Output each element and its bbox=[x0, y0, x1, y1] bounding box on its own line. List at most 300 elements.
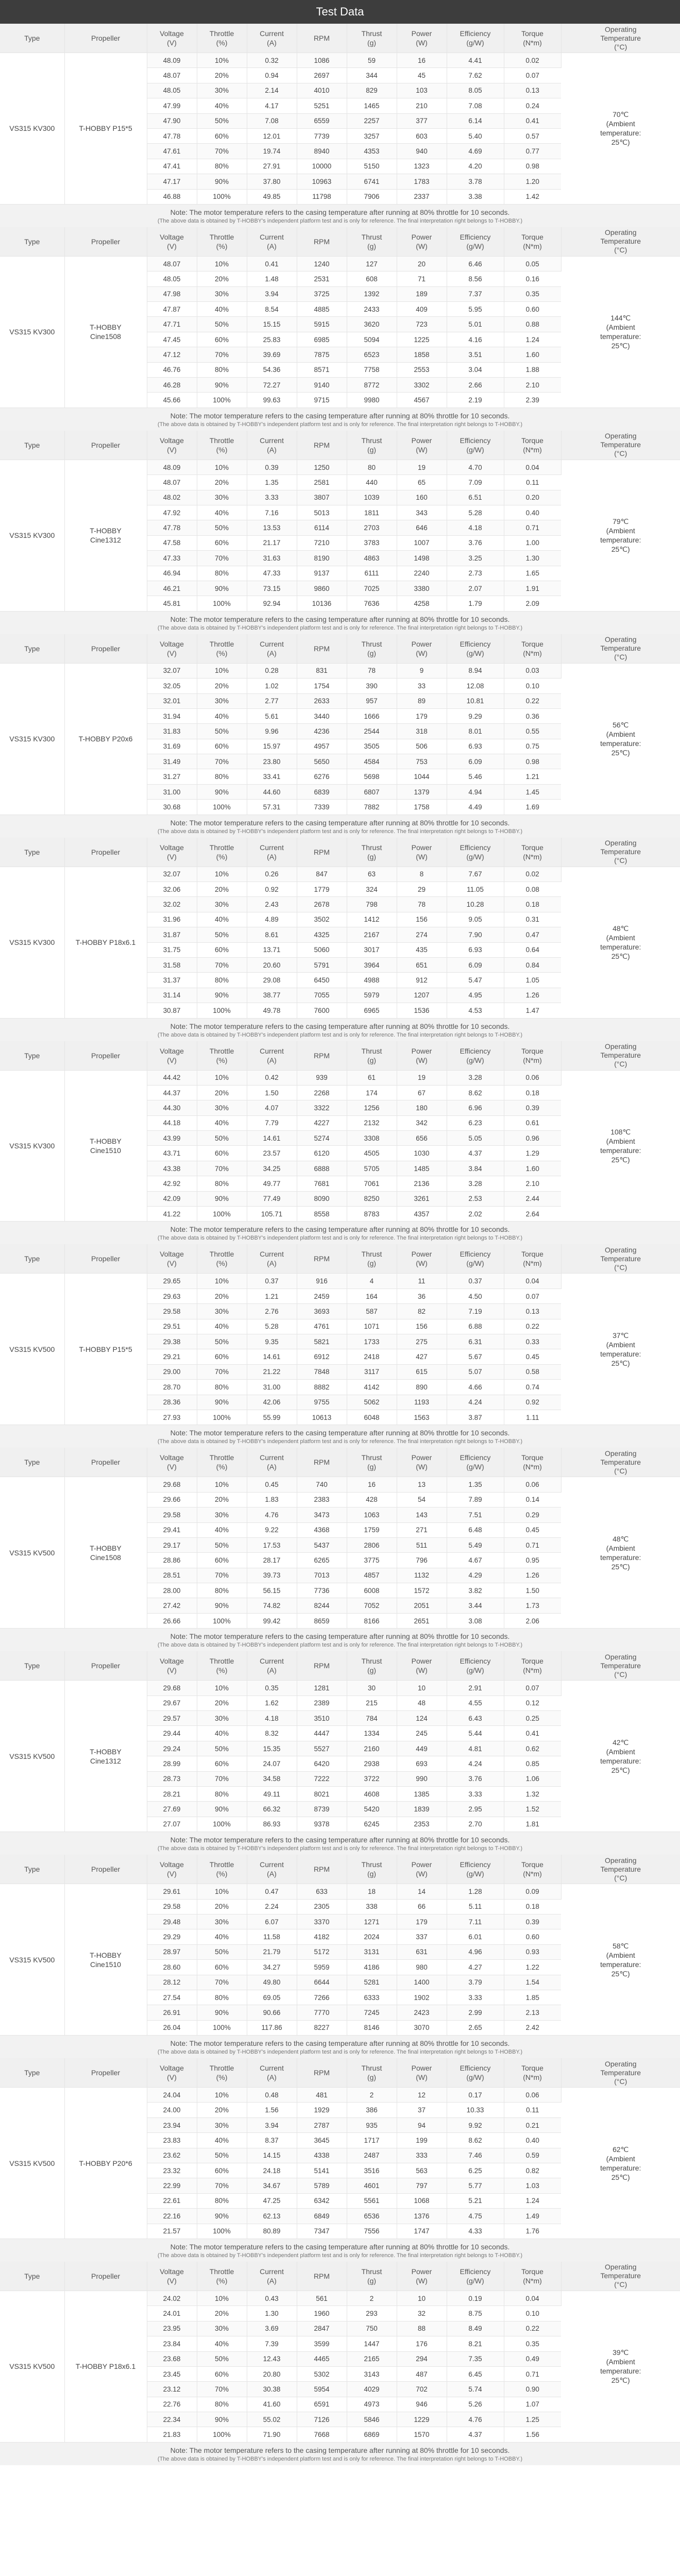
header-voltage: Voltage (V) bbox=[147, 227, 197, 257]
power-value: 179 bbox=[397, 1914, 447, 1929]
power-value: 45 bbox=[397, 68, 447, 83]
efficiency-value: 3.25 bbox=[447, 551, 504, 566]
torque-value: 1.73 bbox=[504, 1598, 561, 1613]
voltage-value: 24.04 bbox=[147, 2088, 197, 2103]
operating-temperature: 48℃ (Ambient temperature: 25℃) bbox=[561, 867, 680, 1018]
header-propeller: Propeller bbox=[64, 2058, 147, 2088]
thrust-value: 4353 bbox=[347, 144, 397, 159]
current-value: 12.43 bbox=[247, 2351, 297, 2366]
thrust-value: 3131 bbox=[347, 1944, 397, 1959]
efficiency-value: 7.11 bbox=[447, 1914, 504, 1929]
header-current: Current (A) bbox=[247, 431, 297, 460]
rpm-value: 4236 bbox=[297, 724, 347, 739]
torque-value: 2.13 bbox=[504, 2005, 561, 2020]
power-value: 427 bbox=[397, 1349, 447, 1364]
efficiency-value: 5.40 bbox=[447, 128, 504, 143]
throttle-value: 50% bbox=[197, 2148, 247, 2163]
rpm-value: 8558 bbox=[297, 1207, 347, 1222]
throttle-value: 100% bbox=[197, 596, 247, 611]
rpm-value: 8571 bbox=[297, 362, 347, 377]
torque-value: 0.98 bbox=[504, 159, 561, 174]
torque-value: 0.20 bbox=[504, 490, 561, 505]
torque-value: 0.24 bbox=[504, 98, 561, 113]
rpm-value: 2697 bbox=[297, 68, 347, 83]
thrust-value: 4 bbox=[347, 1274, 397, 1289]
power-value: 342 bbox=[397, 1115, 447, 1130]
current-value: 1.50 bbox=[247, 1085, 297, 1100]
current-value: 9.35 bbox=[247, 1334, 297, 1349]
torque-value: 0.22 bbox=[504, 2321, 561, 2336]
throttle-value: 10% bbox=[197, 2291, 247, 2306]
rpm-value: 6644 bbox=[297, 1975, 347, 1990]
torque-value: 1.88 bbox=[504, 362, 561, 377]
torque-value: 0.13 bbox=[504, 1304, 561, 1319]
voltage-value: 22.76 bbox=[147, 2397, 197, 2412]
header-torque: Torque (N*m) bbox=[504, 634, 561, 664]
efficiency-value: 4.67 bbox=[447, 1553, 504, 1568]
torque-value: 0.39 bbox=[504, 1914, 561, 1929]
voltage-value: 28.86 bbox=[147, 1553, 197, 1568]
rpm-value: 5789 bbox=[297, 2178, 347, 2193]
power-value: 103 bbox=[397, 83, 447, 98]
current-value: 15.15 bbox=[247, 317, 297, 332]
rpm-value: 8659 bbox=[297, 1613, 347, 1628]
header-throttle: Throttle (%) bbox=[197, 2262, 247, 2291]
efficiency-value: 7.46 bbox=[447, 2148, 504, 2163]
header-throttle: Throttle (%) bbox=[197, 24, 247, 53]
throttle-value: 50% bbox=[197, 927, 247, 942]
power-value: 1902 bbox=[397, 1990, 447, 2005]
efficiency-value: 3.78 bbox=[447, 174, 504, 189]
power-value: 1379 bbox=[397, 784, 447, 799]
current-value: 38.77 bbox=[247, 988, 297, 1003]
thrust-value: 215 bbox=[347, 1696, 397, 1710]
torque-value: 1.30 bbox=[504, 551, 561, 566]
rpm-value: 7210 bbox=[297, 535, 347, 550]
table-row bbox=[0, 1274, 680, 1289]
voltage-value: 32.07 bbox=[147, 663, 197, 678]
rpm-value: 4010 bbox=[297, 83, 347, 98]
thrust-value: 174 bbox=[347, 1085, 397, 1100]
voltage-value: 29.00 bbox=[147, 1364, 197, 1379]
power-value: 1323 bbox=[397, 159, 447, 174]
power-value: 912 bbox=[397, 973, 447, 988]
torque-value: 1.06 bbox=[504, 1771, 561, 1786]
thrust-value: 7556 bbox=[347, 2224, 397, 2239]
current-value: 99.63 bbox=[247, 393, 297, 408]
rpm-value: 7668 bbox=[297, 2427, 347, 2442]
throttle-value: 80% bbox=[197, 1786, 247, 1801]
rpm-value: 3599 bbox=[297, 2336, 347, 2351]
rpm-value: 2389 bbox=[297, 1696, 347, 1710]
current-value: 31.63 bbox=[247, 551, 297, 566]
thrust-value: 6807 bbox=[347, 784, 397, 799]
header-throttle: Throttle (%) bbox=[197, 1651, 247, 1681]
thrust-value: 7052 bbox=[347, 1598, 397, 1613]
torque-value: 1.03 bbox=[504, 2178, 561, 2193]
header-voltage: Voltage (V) bbox=[147, 2058, 197, 2088]
thrust-value: 6741 bbox=[347, 174, 397, 189]
efficiency-value: 5.49 bbox=[447, 1537, 504, 1552]
throttle-value: 60% bbox=[197, 1960, 247, 1975]
current-value: 39.69 bbox=[247, 347, 297, 362]
efficiency-value: 10.81 bbox=[447, 693, 504, 708]
thrust-value: 3257 bbox=[347, 128, 397, 143]
torque-value: 0.55 bbox=[504, 724, 561, 739]
power-value: 16 bbox=[397, 53, 447, 68]
thrust-value: 390 bbox=[347, 679, 397, 693]
power-value: 1498 bbox=[397, 551, 447, 566]
throttle-value: 100% bbox=[197, 393, 247, 408]
header-type: Type bbox=[0, 1244, 64, 1274]
efficiency-value: 1.28 bbox=[447, 1884, 504, 1899]
table-row bbox=[0, 2291, 680, 2306]
throttle-value: 30% bbox=[197, 1507, 247, 1522]
note-disclaimer: (The above data is obtained by T-HOBBY's independent platform test and is only for reference. The final interpretation right belongs to T-HOBBY.) bbox=[157, 828, 523, 835]
efficiency-value: 1.79 bbox=[447, 596, 504, 611]
efficiency-value: 2.19 bbox=[447, 393, 504, 408]
test-block-table bbox=[0, 1041, 680, 1222]
efficiency-value: 2.65 bbox=[447, 2020, 504, 2035]
current-value: 30.38 bbox=[247, 2382, 297, 2397]
thrust-value: 127 bbox=[347, 256, 397, 271]
power-value: 1044 bbox=[397, 769, 447, 784]
torque-value: 0.18 bbox=[504, 1899, 561, 1914]
throttle-value: 10% bbox=[197, 1274, 247, 1289]
efficiency-value: 3.82 bbox=[447, 1583, 504, 1598]
efficiency-value: 3.08 bbox=[447, 1613, 504, 1628]
throttle-value: 60% bbox=[197, 1553, 247, 1568]
voltage-value: 46.76 bbox=[147, 362, 197, 377]
voltage-value: 29.44 bbox=[147, 1726, 197, 1741]
header-voltage: Voltage (V) bbox=[147, 1244, 197, 1274]
thrust-value: 3964 bbox=[347, 957, 397, 972]
header-rpm: RPM bbox=[297, 1855, 347, 1884]
thrust-value: 7636 bbox=[347, 596, 397, 611]
throttle-value: 10% bbox=[197, 2088, 247, 2103]
current-value: 6.07 bbox=[247, 1914, 297, 1929]
voltage-value: 45.81 bbox=[147, 596, 197, 611]
table-header-row bbox=[0, 634, 680, 664]
torque-value: 1.21 bbox=[504, 769, 561, 784]
current-value: 28.17 bbox=[247, 1553, 297, 1568]
rpm-value: 5821 bbox=[297, 1334, 347, 1349]
throttle-value: 60% bbox=[197, 128, 247, 143]
torque-value: 2.39 bbox=[504, 393, 561, 408]
rpm-value: 5954 bbox=[297, 2382, 347, 2397]
current-value: 57.31 bbox=[247, 800, 297, 815]
efficiency-value: 0.37 bbox=[447, 1274, 504, 1289]
power-value: 180 bbox=[397, 1100, 447, 1115]
header-power: Power (W) bbox=[397, 1448, 447, 1477]
current-value: 72.27 bbox=[247, 378, 297, 393]
motor-type: VS315 KV500 bbox=[0, 1274, 64, 1425]
thrust-value: 3505 bbox=[347, 739, 397, 754]
efficiency-value: 3.33 bbox=[447, 1990, 504, 2005]
power-value: 189 bbox=[397, 286, 447, 301]
rpm-value: 6888 bbox=[297, 1161, 347, 1176]
thrust-value: 338 bbox=[347, 1899, 397, 1914]
voltage-value: 22.99 bbox=[147, 2178, 197, 2193]
voltage-value: 47.12 bbox=[147, 347, 197, 362]
throttle-value: 80% bbox=[197, 2397, 247, 2412]
torque-value: 0.57 bbox=[504, 128, 561, 143]
header-type: Type bbox=[0, 1041, 64, 1071]
torque-value: 0.71 bbox=[504, 2366, 561, 2381]
power-value: 337 bbox=[397, 1929, 447, 1944]
thrust-value: 1392 bbox=[347, 286, 397, 301]
test-block-table bbox=[0, 24, 680, 205]
current-value: 9.22 bbox=[247, 1522, 297, 1537]
thrust-value: 2257 bbox=[347, 113, 397, 128]
header-propeller: Propeller bbox=[64, 1855, 147, 1884]
current-value: 3.33 bbox=[247, 490, 297, 505]
efficiency-value: 7.67 bbox=[447, 867, 504, 882]
torque-value: 0.11 bbox=[504, 475, 561, 490]
throttle-value: 30% bbox=[197, 693, 247, 708]
table-row bbox=[0, 1070, 680, 1085]
note-text: Note: The motor temperature refers to the casing temperature after running at 80% throttle for 10 seconds. bbox=[170, 2242, 510, 2251]
efficiency-value: 4.18 bbox=[447, 520, 504, 535]
note-row bbox=[0, 1019, 680, 1041]
note-text: Note: The motor temperature refers to the casing temperature after running at 80% throttle for 10 seconds. bbox=[170, 1022, 510, 1030]
header-type: Type bbox=[0, 1855, 64, 1884]
note-disclaimer: (The above data is obtained by T-HOBBY's independent platform test and is only for reference. The final interpretation right belongs to T-HOBBY.) bbox=[157, 2049, 523, 2056]
rpm-value: 1240 bbox=[297, 256, 347, 271]
test-data-content bbox=[0, 24, 680, 2465]
thrust-value: 6869 bbox=[347, 2427, 397, 2442]
rpm-value: 6985 bbox=[297, 332, 347, 347]
header-operating-temperature: Operating Temperature (°C) bbox=[561, 1041, 680, 1071]
torque-value: 0.05 bbox=[504, 256, 561, 271]
efficiency-value: 5.21 bbox=[447, 2193, 504, 2208]
throttle-value: 10% bbox=[197, 460, 247, 474]
current-value: 80.89 bbox=[247, 2224, 297, 2239]
test-block-table bbox=[0, 2058, 680, 2239]
throttle-value: 50% bbox=[197, 520, 247, 535]
power-value: 1068 bbox=[397, 2193, 447, 2208]
torque-value: 0.22 bbox=[504, 693, 561, 708]
propeller-name: T-HOBBY P20x6 bbox=[64, 663, 147, 815]
power-value: 156 bbox=[397, 1319, 447, 1334]
voltage-value: 23.94 bbox=[147, 2117, 197, 2132]
test-block-table bbox=[0, 634, 680, 815]
current-value: 24.07 bbox=[247, 1756, 297, 1771]
power-value: 506 bbox=[397, 739, 447, 754]
throttle-value: 70% bbox=[197, 957, 247, 972]
torque-value: 0.49 bbox=[504, 2351, 561, 2366]
motor-type: VS315 KV300 bbox=[0, 867, 64, 1018]
header-throttle: Throttle (%) bbox=[197, 634, 247, 664]
voltage-value: 24.01 bbox=[147, 2306, 197, 2321]
thrust-value: 4029 bbox=[347, 2382, 397, 2397]
header-type: Type bbox=[0, 2058, 64, 2088]
current-value: 2.24 bbox=[247, 1899, 297, 1914]
header-current: Current (A) bbox=[247, 1855, 297, 1884]
voltage-value: 46.88 bbox=[147, 189, 197, 204]
rpm-value: 6559 bbox=[297, 113, 347, 128]
thrust-value: 18 bbox=[347, 1884, 397, 1899]
voltage-value: 48.07 bbox=[147, 256, 197, 271]
efficiency-value: 5.07 bbox=[447, 1364, 504, 1379]
rpm-value: 3502 bbox=[297, 912, 347, 927]
power-value: 29 bbox=[397, 882, 447, 897]
torque-value: 0.09 bbox=[504, 1884, 561, 1899]
torque-value: 0.10 bbox=[504, 679, 561, 693]
header-efficiency: Efficiency (g/W) bbox=[447, 838, 504, 867]
power-value: 37 bbox=[397, 2103, 447, 2117]
header-type: Type bbox=[0, 838, 64, 867]
efficiency-value: 1.35 bbox=[447, 1477, 504, 1492]
current-value: 34.25 bbox=[247, 1161, 297, 1176]
current-value: 12.01 bbox=[247, 128, 297, 143]
current-value: 33.41 bbox=[247, 769, 297, 784]
voltage-value: 29.67 bbox=[147, 1696, 197, 1710]
current-value: 1.48 bbox=[247, 272, 297, 286]
thrust-value: 3308 bbox=[347, 1131, 397, 1146]
rpm-value: 1250 bbox=[297, 460, 347, 474]
header-current: Current (A) bbox=[247, 1651, 297, 1681]
torque-value: 0.18 bbox=[504, 1085, 561, 1100]
rpm-value: 6839 bbox=[297, 784, 347, 799]
header-voltage: Voltage (V) bbox=[147, 1041, 197, 1071]
power-value: 2240 bbox=[397, 566, 447, 581]
thrust-value: 1717 bbox=[347, 2133, 397, 2148]
voltage-value: 47.45 bbox=[147, 332, 197, 347]
rpm-value: 6591 bbox=[297, 2397, 347, 2412]
thrust-value: 3783 bbox=[347, 535, 397, 550]
header-propeller: Propeller bbox=[64, 431, 147, 460]
current-value: 0.92 bbox=[247, 882, 297, 897]
torque-value: 0.77 bbox=[504, 144, 561, 159]
power-value: 8 bbox=[397, 867, 447, 882]
rpm-value: 2531 bbox=[297, 272, 347, 286]
current-value: 99.42 bbox=[247, 1613, 297, 1628]
thrust-value: 4973 bbox=[347, 2397, 397, 2412]
power-value: 65 bbox=[397, 475, 447, 490]
torque-value: 0.04 bbox=[504, 1274, 561, 1289]
voltage-value: 27.93 bbox=[147, 1410, 197, 1425]
current-value: 54.36 bbox=[247, 362, 297, 377]
torque-value: 2.44 bbox=[504, 1191, 561, 1206]
efficiency-value: 10.28 bbox=[447, 897, 504, 912]
rpm-value: 6120 bbox=[297, 1146, 347, 1161]
power-value: 890 bbox=[397, 1380, 447, 1395]
torque-value: 0.41 bbox=[504, 113, 561, 128]
test-block-table bbox=[0, 1448, 680, 1629]
voltage-value: 47.98 bbox=[147, 286, 197, 301]
voltage-value: 32.01 bbox=[147, 693, 197, 708]
throttle-value: 30% bbox=[197, 1304, 247, 1319]
efficiency-value: 4.24 bbox=[447, 1756, 504, 1771]
efficiency-value: 9.92 bbox=[447, 2117, 504, 2132]
power-value: 19 bbox=[397, 1070, 447, 1085]
efficiency-value: 5.77 bbox=[447, 2178, 504, 2193]
header-voltage: Voltage (V) bbox=[147, 1855, 197, 1884]
throttle-value: 40% bbox=[197, 2336, 247, 2351]
efficiency-value: 7.09 bbox=[447, 475, 504, 490]
thrust-value: 3516 bbox=[347, 2163, 397, 2178]
header-power: Power (W) bbox=[397, 2058, 447, 2088]
voltage-value: 29.58 bbox=[147, 1304, 197, 1319]
throttle-value: 30% bbox=[197, 897, 247, 912]
current-value: 0.37 bbox=[247, 1274, 297, 1289]
rpm-value: 7770 bbox=[297, 2005, 347, 2020]
voltage-value: 31.58 bbox=[147, 957, 197, 972]
voltage-value: 23.83 bbox=[147, 2133, 197, 2148]
rpm-value: 4957 bbox=[297, 739, 347, 754]
rpm-value: 847 bbox=[297, 867, 347, 882]
power-value: 2136 bbox=[397, 1176, 447, 1191]
current-value: 20.60 bbox=[247, 957, 297, 972]
efficiency-value: 4.37 bbox=[447, 1146, 504, 1161]
efficiency-value: 2.02 bbox=[447, 1207, 504, 1222]
voltage-value: 23.12 bbox=[147, 2382, 197, 2397]
header-current: Current (A) bbox=[247, 1244, 297, 1274]
torque-value: 0.04 bbox=[504, 460, 561, 474]
thrust-value: 798 bbox=[347, 897, 397, 912]
current-value: 0.43 bbox=[247, 2291, 297, 2306]
voltage-value: 43.99 bbox=[147, 1131, 197, 1146]
current-value: 0.48 bbox=[247, 2088, 297, 2103]
torque-value: 0.40 bbox=[504, 505, 561, 520]
power-value: 160 bbox=[397, 490, 447, 505]
rpm-value: 740 bbox=[297, 1477, 347, 1492]
torque-value: 0.71 bbox=[504, 1537, 561, 1552]
voltage-value: 26.04 bbox=[147, 2020, 197, 2035]
header-type: Type bbox=[0, 634, 64, 664]
page-title: Test Data bbox=[0, 0, 680, 24]
note-text: Note: The motor temperature refers to the casing temperature after running at 80% throttle for 10 seconds. bbox=[170, 208, 510, 216]
efficiency-value: 4.41 bbox=[447, 53, 504, 68]
note-row bbox=[0, 1222, 680, 1244]
header-torque: Torque (N*m) bbox=[504, 1041, 561, 1071]
current-value: 47.33 bbox=[247, 566, 297, 581]
torque-value: 2.10 bbox=[504, 1176, 561, 1191]
power-value: 343 bbox=[397, 505, 447, 520]
header-rpm: RPM bbox=[297, 1651, 347, 1681]
efficiency-value: 5.47 bbox=[447, 973, 504, 988]
torque-value: 0.21 bbox=[504, 2117, 561, 2132]
throttle-value: 40% bbox=[197, 708, 247, 723]
rpm-value: 8739 bbox=[297, 1802, 347, 1817]
rpm-value: 481 bbox=[297, 2088, 347, 2103]
voltage-value: 48.05 bbox=[147, 272, 197, 286]
efficiency-value: 6.48 bbox=[447, 1522, 504, 1537]
throttle-value: 70% bbox=[197, 144, 247, 159]
efficiency-value: 4.66 bbox=[447, 1380, 504, 1395]
current-value: 15.35 bbox=[247, 1741, 297, 1756]
torque-value: 1.52 bbox=[504, 1802, 561, 1817]
thrust-value: 8772 bbox=[347, 378, 397, 393]
torque-value: 1.91 bbox=[504, 581, 561, 596]
header-efficiency: Efficiency (g/W) bbox=[447, 1244, 504, 1274]
power-value: 1385 bbox=[397, 1786, 447, 1801]
header-rpm: RPM bbox=[297, 634, 347, 664]
rpm-value: 4325 bbox=[297, 927, 347, 942]
current-value: 25.83 bbox=[247, 332, 297, 347]
rpm-value: 9137 bbox=[297, 566, 347, 581]
throttle-value: 80% bbox=[197, 362, 247, 377]
efficiency-value: 4.76 bbox=[447, 2412, 504, 2427]
thrust-value: 4601 bbox=[347, 2178, 397, 2193]
voltage-value: 46.94 bbox=[147, 566, 197, 581]
voltage-value: 47.58 bbox=[147, 535, 197, 550]
voltage-value: 41.22 bbox=[147, 1207, 197, 1222]
rpm-value: 9140 bbox=[297, 378, 347, 393]
header-operating-temperature: Operating Temperature (°C) bbox=[561, 2058, 680, 2088]
note-row bbox=[0, 2443, 680, 2465]
